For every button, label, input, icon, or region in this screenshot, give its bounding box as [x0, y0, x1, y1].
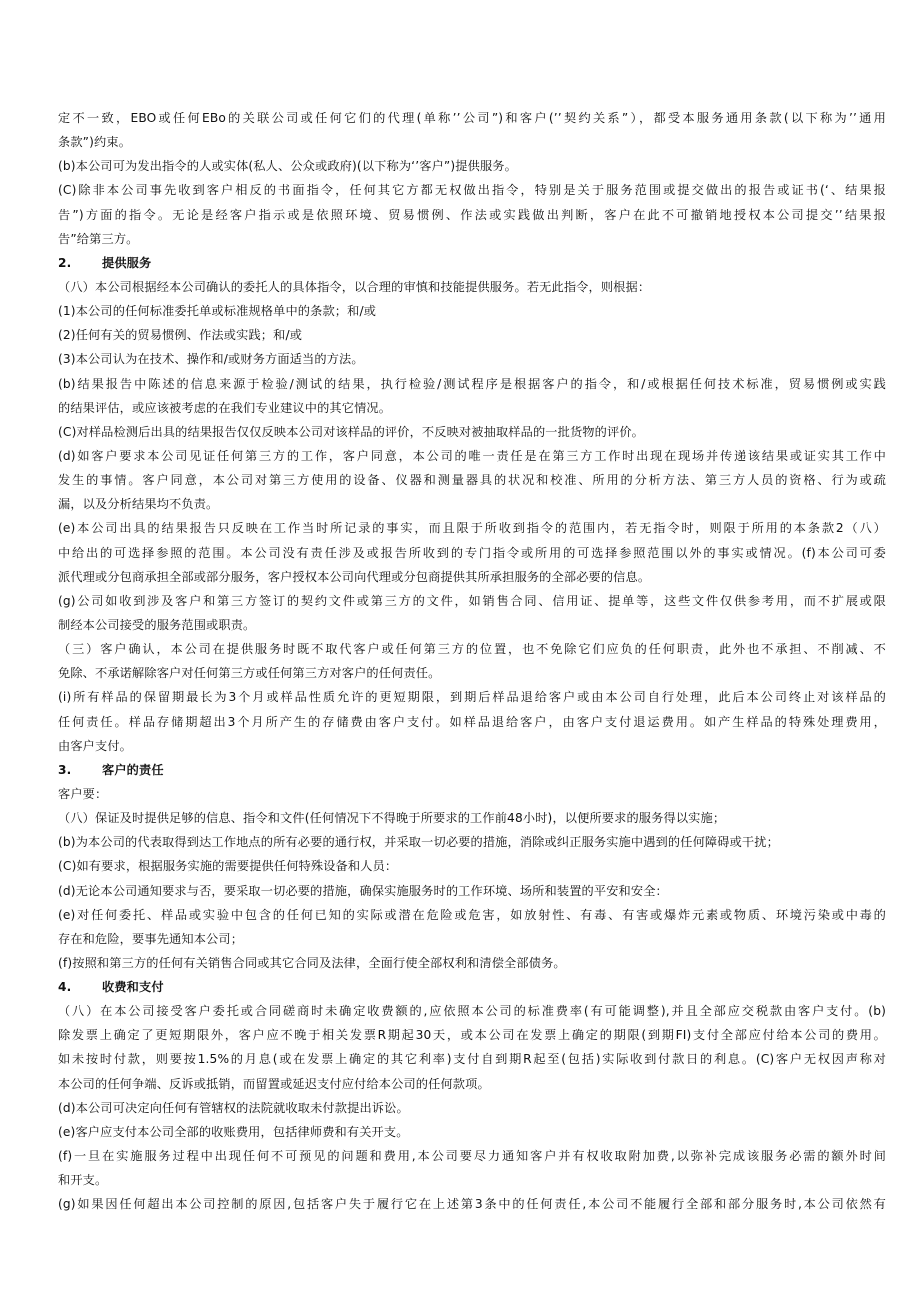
text-line: （三）客户确认，本公司在提供服务时既不取代客户或任何第三方的位置，也不免除它们应负的任何职责，此外也不承担、不削减、不 — [58, 642, 886, 657]
text-line: (i)所有样品的保留期最长为3个月或样品性质允许的更短期限，到期后样品退给客户或由本公司自行处理，此后本公司终止对该样品的 — [58, 690, 886, 705]
text-line: （八）在本公司接受客户委托或合同磋商时未确定收费额的,应依照本公司的标准费率(有可能调整),并且全部应交税款由客户支付。(b) — [58, 1004, 886, 1019]
text-line: 的结果评估，或应该被考虑的在我们专业建议中的其它情况。 — [58, 400, 392, 415]
text-line: （八）本公司根据经本公司确认的委托人的具体指令，以合理的审慎和技能提供服务。若无此指令，则根据： — [58, 279, 651, 294]
text-line: (e)对任何委托、样品或实验中包含的任何已知的实际或潜在危险或危害，如放射性、有毒、有害或爆炸元素或物质、环境污染或中毒的 — [58, 907, 886, 922]
text-line: (d)本公司可决定向任何有管辖权的法院就收取未付款提出诉讼。 — [58, 1100, 409, 1115]
text-line: 发生的事情。客户同意，本公司对第三方使用的设备、仪器和测量器具的状况和校准、所用的分析方法、第三方人员的资格、行为或疏 — [58, 473, 886, 488]
text-line: (d)无论本公司通知要求与否，要采取一切必要的措施，确保实施服务时的工作环境、场所和装置的平安和安全： — [58, 883, 668, 898]
text-line: （八）保证及时提供足够的信息、指令和文件(任何情况下不得晚于所要求的工作前48小时)，以便所要求的服务得以实施； — [58, 811, 726, 826]
section-number: 3. — [58, 762, 72, 777]
text-line: 由客户支付。 — [58, 738, 133, 753]
section-heading — [58, 758, 886, 782]
text-line: (f)按照和第三方的任何有关销售合同或其它合同及法律，全面行使全部权利和清偿全部债务。 — [58, 955, 566, 970]
section-number: 2. — [58, 255, 72, 270]
text-line: 条款”)约束。 — [58, 135, 132, 150]
text-line: 除发票上确定了更短期限外，客户应不晚于相关发票R期起30天，或本公司在发票上确定的期限(到期FI)支付全部应付给本公司的费用。 — [58, 1028, 886, 1043]
section-title: 客户的责任 — [102, 762, 164, 777]
text-line: 如未按时付款，则要按1.5%的月息(或在发票上确定的其它利率)支付自到期R起至(包括)实际收到付款日的利息。(C)客户无权因声称对 — [58, 1052, 886, 1067]
text-line: 客户要： — [58, 786, 108, 801]
text-line: (b)为本公司的代表取得到达工作地点的所有必要的通行权，并采取一切必要的措施，消除或纠正服务实施中遇到的任何障碍或干扰； — [58, 835, 779, 850]
text-line: (b)本公司可为发出指令的人或实体(私人、公众或政府)(以下称为‘’客户”)提供服务。 — [58, 159, 517, 174]
text-line: 告”)方面的指令。无论是经客户指示或是依照环境、贸易惯例、作法或实践做出判断，客户在此不可撤销地授权本公司提交’’结果报 — [58, 207, 886, 222]
text-line: 免除、不承诺解除客户对任何第三方或任何第三方对客户的任何责任。 — [58, 666, 441, 681]
text-line: 任何责任。样品存储期超出3个月所产生的存储费由客户支付。如样品退给客户，由客户支付退运费用。如产生样品的特殊处理费用， — [58, 714, 886, 729]
text-line: (C)对样品检测后出具的结果报告仅仅反映本公司对该样品的评价，不反映对被抽取样品的一批货物的评价。 — [58, 424, 644, 439]
text-line: 告”给第三方。 — [58, 231, 139, 246]
text-line: (1)本公司的任何标准委托单或标准规格单中的条款；和/或 — [58, 304, 377, 319]
text-line: 派代理或分包商承担全部或部分服务，客户授权本公司向代理或分包商提供其所承担服务的全部必要的信息。 — [58, 569, 651, 584]
text-line: 定不一致，EBO或任何EBo的关联公司或任何它们的代理(单称’’公司”)和客户(’’契约关系”），都受本服务通用条款(以下称为’’通用 — [58, 111, 886, 125]
text-line: (g)如果因任何超出本公司控制的原因,包括客户失于履行它在上述第3条中的任何责任,本公司不能履行全部和部分服务时,本公司依然有 — [58, 1197, 886, 1212]
text-line: (g)公司如收到涉及客户和第三方签订的契约文件或第三方的文件，如销售合同、信用证、提单等，这些文件仅供参考用，而不扩展或限 — [58, 593, 886, 608]
text-line: (f)一旦在实施服务过程中出现任何不可预见的问题和费用,本公司要尽力通知客户并有权收取附加费,以弥补完成该服务必需的额外时间 — [58, 1149, 886, 1164]
text-line: (d)如客户要求本公司见证任何第三方的工作，客户同意，本公司的唯一责任是在第三方工作时出现在现场并传递该结果或证实其工作中 — [58, 448, 886, 463]
section-number: 4. — [58, 980, 72, 995]
text-line: 本公司的任何争端、反诉或抵销，而留置或延迟支付应付给本公司的任何款项。 — [58, 1076, 490, 1091]
text-line: 制经本公司接受的服务范围或职责。 — [58, 617, 256, 632]
section-title: 提供服务 — [102, 255, 152, 270]
text-line: (b)结果报告中陈述的信息来源于检验/测试的结果，执行检验/测试程序是根据客户的指令，和/或根据任何技术标准，贸易惯例或实践 — [58, 376, 886, 391]
text-line: 漏，以及分析结果均不负责。 — [58, 497, 219, 512]
text-line: (e)本公司出具的结果报告只反映在工作当时所记录的事实，而且限于所收到指令的范围内，若无指令时，则限于所用的本条款2（八） — [58, 521, 886, 536]
text-line: (C)如有要求，根据服务实施的需要提供任何特殊设备和人员： — [58, 859, 398, 874]
text-line: (C)除非本公司事先收到客户相反的书面指令，任何其它方都无权做出指令，特别是关于服务范围或提交做出的报告或证书(‘、结果报 — [58, 183, 886, 198]
text-line: (3)本公司认为在技术、操作和/或财务方面适当的方法。 — [58, 352, 364, 367]
section-heading — [58, 975, 886, 999]
document-body — [58, 106, 886, 1216]
text-line: 存在和危险，要事先通知本公司； — [58, 931, 244, 946]
text-line: 和开支。 — [58, 1173, 108, 1188]
text-line: (2)任何有关的贸易惯例、作法或实践；和/或 — [58, 328, 303, 343]
text-line: (e)客户应支付本公司全部的收账费用，包括律师费和有关开支。 — [58, 1124, 409, 1139]
section-heading — [58, 251, 886, 275]
section-title: 收费和支付 — [102, 980, 164, 995]
text-line: 中给出的可选择参照的范围。本公司没有责任涉及或报告所收到的专门指令或所用的可选择参照范围以外的事实或情况。(f)本公司可委 — [58, 545, 886, 560]
